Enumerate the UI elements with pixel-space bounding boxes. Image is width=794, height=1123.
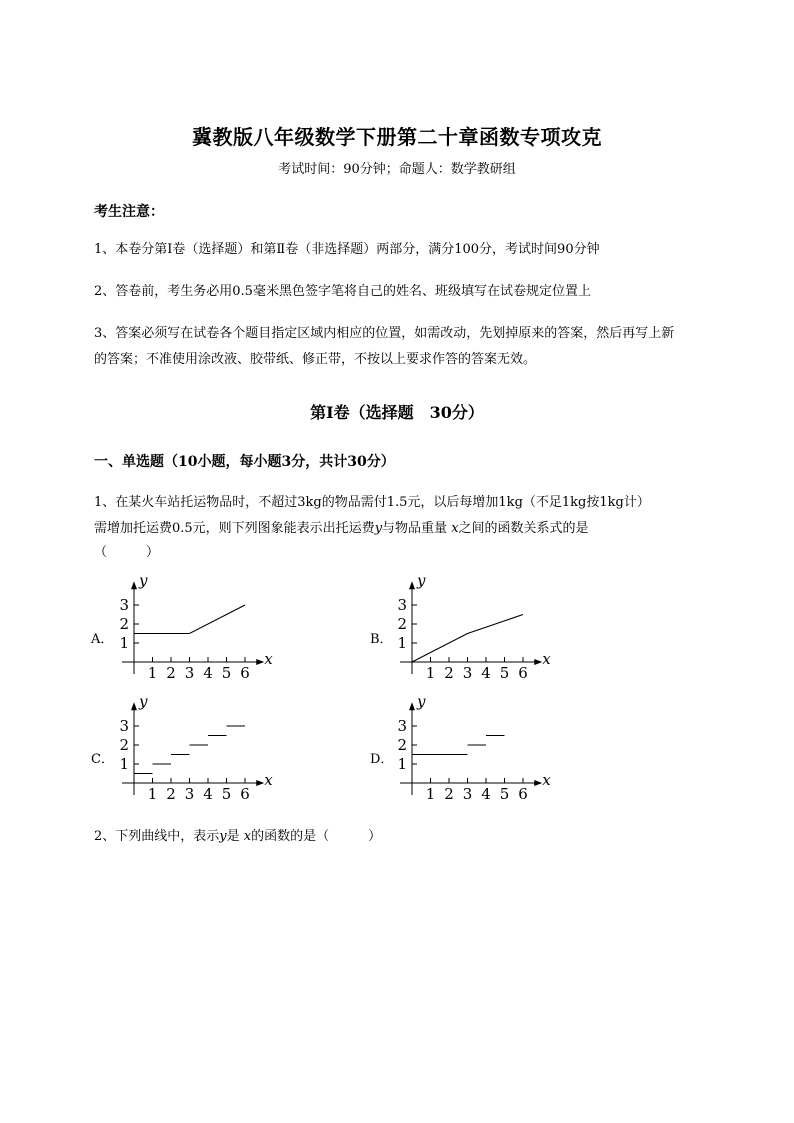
y-tick-label: 1	[397, 755, 407, 773]
q1-text-a: 需增加托运费0.5元，则下列图象能表示出托运费	[94, 521, 375, 536]
notes-heading: 考生注意：	[94, 204, 164, 220]
x-tick-label: 2	[444, 785, 454, 803]
note-item-3-cont: 的答案；不准使用涂改液、胶带纸、修正带，不按以上要求作答的答案无效。	[94, 352, 537, 367]
section-title: 第I卷（选择题 30分）	[310, 403, 484, 422]
y-tick-label: 1	[119, 634, 129, 652]
x-tick-label: 6	[518, 785, 528, 803]
y-axis-arrow	[131, 702, 137, 710]
x-axis-arrow	[256, 780, 264, 786]
q2-suffix: 的函数的是（ ）	[251, 829, 382, 844]
y-tick-label: 3	[397, 717, 407, 735]
x-tick-label: 5	[499, 785, 510, 803]
y-tick-label: 2	[119, 736, 129, 754]
x-tick-label: 3	[184, 785, 195, 803]
x-axis-label: x	[264, 771, 273, 789]
x-tick-label: 1	[425, 664, 436, 682]
x-axis-arrow	[534, 780, 542, 786]
question-1-line-2	[94, 516, 589, 542]
question-2	[94, 824, 381, 850]
x-tick-label: 4	[481, 785, 491, 803]
y-tick-label: 2	[397, 615, 407, 633]
y-tick-label: 3	[397, 596, 407, 614]
x-axis-label: x	[264, 650, 273, 668]
x-tick-label: 4	[203, 785, 213, 803]
q2-middle: 是	[226, 829, 240, 844]
x-tick-label: 1	[147, 785, 158, 803]
y-axis-arrow	[409, 581, 415, 589]
x-tick-label: 3	[462, 664, 473, 682]
y-axis-arrow	[409, 702, 415, 710]
x-axis-arrow	[256, 659, 264, 665]
y-tick-label: 2	[119, 615, 129, 633]
data-segment	[412, 615, 523, 663]
question-1-line-1: 1、在某火车站托运物品时，不超过3kg的物品需付1.5元，以后每增加1kg（不足1kg按1kg计）	[94, 495, 650, 510]
x-tick-label: 4	[481, 664, 491, 682]
x-axis-arrow	[534, 659, 542, 665]
note-item-2: 2、答卷前，考生务必用0.5毫米黑色签字笔将自己的姓名、班级填写在试卷规定位置上	[94, 284, 591, 299]
q1-var-x: x	[451, 521, 459, 536]
x-tick-label: 2	[444, 664, 454, 682]
x-axis-label: x	[542, 771, 551, 789]
option-c-label[interactable]: C．	[91, 752, 114, 767]
x-tick-label: 6	[240, 785, 250, 803]
data-segment	[134, 605, 245, 634]
x-tick-label: 5	[221, 664, 232, 682]
x-tick-label: 2	[166, 664, 176, 682]
note-item-3: 3、答案必须写在试卷各个题目指定区域内相应的位置，如需改动，先划掉原来的答案，然后再写上新	[94, 326, 675, 341]
x-tick-label: 3	[462, 785, 473, 803]
y-axis-arrow	[131, 581, 137, 589]
y-axis-label: y	[417, 571, 426, 590]
option-d-label[interactable]: D．	[370, 752, 394, 767]
q1-text-c: 之间的函数关系式的是	[458, 521, 589, 536]
x-tick-label: 1	[147, 664, 158, 682]
x-tick-label: 4	[203, 664, 213, 682]
x-tick-label: 6	[518, 664, 528, 682]
q1-var-y: y	[374, 521, 383, 536]
option-a-label[interactable]: A．	[91, 632, 114, 647]
y-tick-label: 2	[397, 736, 407, 754]
option-b-label[interactable]: B．	[370, 632, 393, 647]
x-tick-label: 3	[184, 664, 195, 682]
y-axis-label: y	[417, 692, 426, 711]
exam-info: 考试时间：90分钟；命题人：数学教研组	[278, 162, 516, 177]
part-heading: 一、单选题（10小题，每小题3分，共计30分）	[94, 454, 395, 470]
page-title: 冀教版八年级数学下册第二十章函数专项攻克	[192, 125, 602, 149]
x-tick-label: 6	[240, 664, 250, 682]
note-item-1: 1、本卷分第I卷（选择题）和第Ⅱ卷（非选择题）两部分，满分100分，考试时间90分钟	[94, 242, 600, 257]
y-tick-label: 3	[119, 717, 129, 735]
q2-var-x: x	[243, 829, 252, 844]
question-1-answer-blank: （ ）	[94, 545, 160, 560]
x-axis-label: x	[542, 650, 551, 668]
x-tick-label: 1	[425, 785, 436, 803]
q2-var-y: y	[219, 829, 227, 844]
y-axis-label: y	[139, 571, 148, 590]
q1-text-b: 与物品重量	[382, 521, 448, 536]
y-tick-label: 1	[119, 755, 129, 773]
x-tick-label: 5	[221, 785, 232, 803]
q2-prefix: 2、下列曲线中，表示	[94, 829, 220, 844]
y-tick-label: 1	[397, 634, 407, 652]
x-tick-label: 2	[166, 785, 176, 803]
y-tick-label: 3	[119, 596, 129, 614]
y-axis-label: y	[139, 692, 148, 711]
x-tick-label: 5	[499, 664, 510, 682]
